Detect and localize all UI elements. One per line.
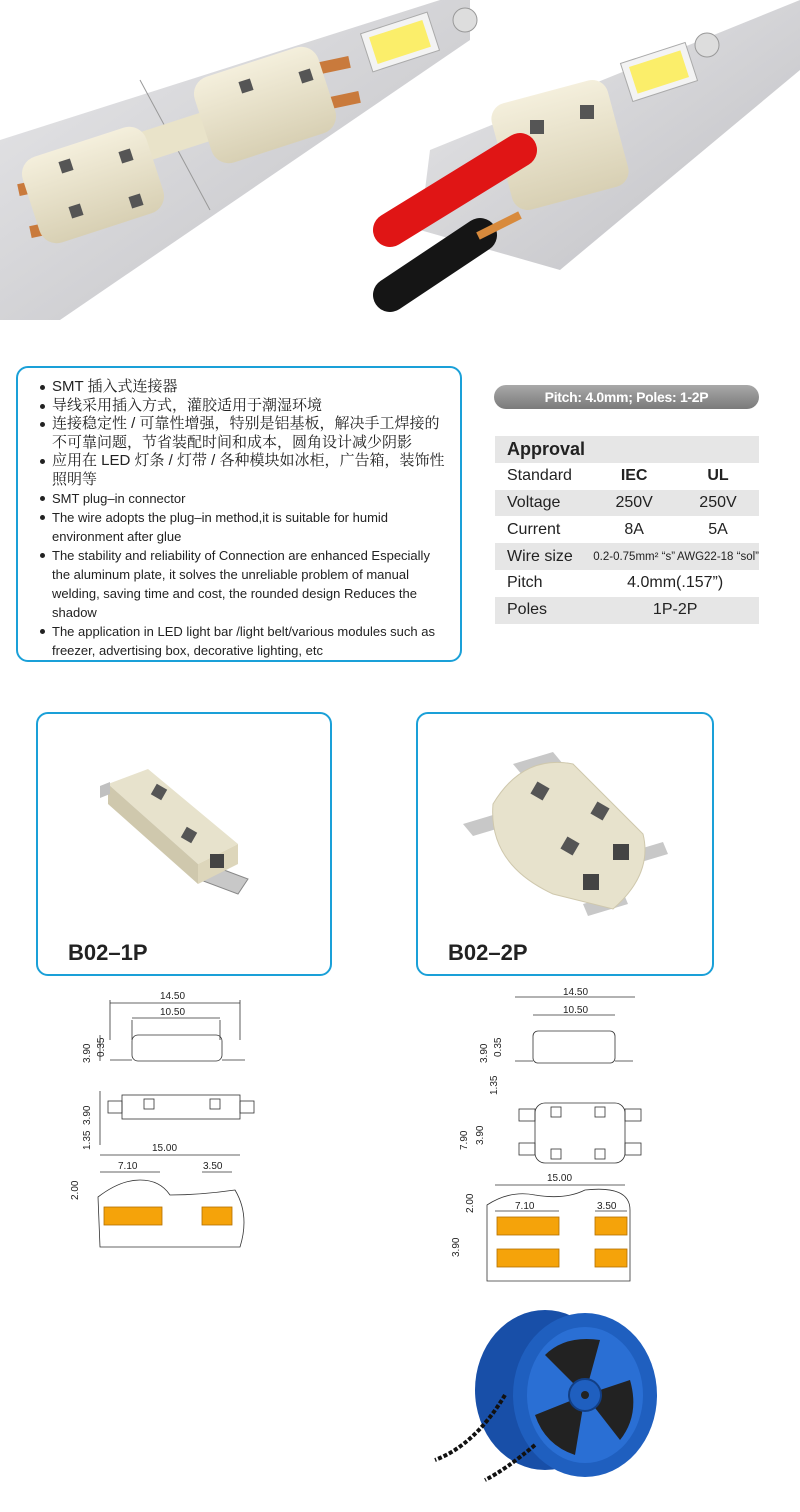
pad-2p-top-right <box>595 1217 627 1235</box>
dim-1p-mid-3.90: 3.90 <box>82 1105 93 1125</box>
spec-current-iec: 8A <box>624 520 644 538</box>
dim-1p-top-14.50: 14.50 <box>160 991 186 1002</box>
pad-1p-left <box>104 1207 162 1225</box>
spec-current-label: Current <box>507 520 561 538</box>
connector-1p-image <box>98 744 278 914</box>
dim-1p-pad-15.00: 15.00 <box>152 1143 178 1154</box>
product-label-1p: B02–1P <box>68 940 148 965</box>
drawing-1p <box>60 985 320 1250</box>
feature-zh-1: SMT 插入式连接器 <box>40 378 446 397</box>
feature-en-3: The stability and reliability of Connection are enhanced Especially the aluminum plate, it solves the unreliable problem of manual welding, saving time and cost, the rounded design Reduces the shadow <box>40 546 446 622</box>
hero-product-image <box>0 0 800 330</box>
spec-title: Approval <box>507 438 586 459</box>
product-card-1p <box>36 712 332 976</box>
product-label-2p: B02–2P <box>448 940 528 965</box>
dim-2p-pad-3.90: 3.90 <box>451 1237 462 1257</box>
feature-zh-4: 应用在 LED 灯条 / 灯带 / 各种模块如冰柜，广告箱，装饰性照明等 <box>40 452 446 489</box>
approval-spec-table <box>495 436 759 624</box>
spec-pitch-label: Pitch <box>507 574 543 592</box>
features-box <box>16 366 462 662</box>
pad-1p-right <box>202 1207 232 1225</box>
dim-2p-mid-1.35: 1.35 <box>489 1075 500 1095</box>
dim-1p-side-0.35: 0.35 <box>96 1037 107 1057</box>
feature-en-1: SMT plug–in connector <box>40 489 446 508</box>
spec-voltage-ul: 250V <box>699 493 737 511</box>
feature-zh-3: 连接稳定性 / 可靠性增强，特别是铝基板，解决手工焊接的不可靠问题，节省装配时间和成本，圆角设计减少阴影 <box>40 415 446 452</box>
pitch-poles-badge: Pitch: 4.0mm; Poles: 1-2P <box>494 385 759 409</box>
pad-2p-top-left <box>497 1217 559 1235</box>
spec-poles-value: 1P-2P <box>652 601 698 619</box>
spec-standard-label: Standard <box>507 467 572 485</box>
dim-2p-side-3.90: 3.90 <box>479 1043 490 1063</box>
spec-standard-ul: UL <box>707 467 729 485</box>
spec-pitch-value: 4.0mm(.157”) <box>627 574 724 592</box>
spec-poles-label: Poles <box>507 601 548 619</box>
drawing-2p <box>451 985 665 1285</box>
spec-wire-iec: 0.2-0.75mm² “s” <box>593 550 676 563</box>
dim-2p-pad-7.10: 7.10 <box>515 1201 535 1212</box>
dim-2p-mid-3.90: 3.90 <box>475 1125 486 1145</box>
spec-wire-label: Wire size <box>507 547 573 565</box>
pad-2p-bottom-left <box>497 1249 559 1267</box>
dim-2p-pad-3.50: 3.50 <box>597 1201 617 1212</box>
dim-2p-side-0.35: 0.35 <box>493 1037 504 1057</box>
tape-reel-image <box>425 1295 675 1495</box>
dim-1p-top-10.50: 10.50 <box>160 1007 186 1018</box>
feature-en-2: The wire adopts the plug–in method,it is suitable for humid environment after glue <box>40 508 446 546</box>
pad-2p-bottom-right <box>595 1249 627 1267</box>
product-card-2p <box>416 712 714 976</box>
dim-1p-pad-7.10: 7.10 <box>118 1161 138 1172</box>
dim-1p-side-3.90: 3.90 <box>82 1043 93 1063</box>
spec-current-ul: 5A <box>708 520 728 538</box>
spec-voltage-label: Voltage <box>507 493 561 511</box>
spec-standard-iec: IEC <box>620 467 648 485</box>
dim-1p-pad-2.00: 2.00 <box>70 1180 81 1200</box>
dim-2p-top-14.50: 14.50 <box>563 987 589 998</box>
connector-2p-image <box>463 744 673 934</box>
feature-zh-2: 导线采用插入方式，灌胶适用于潮湿环境 <box>40 397 446 416</box>
dim-2p-top-10.50: 10.50 <box>563 1005 589 1016</box>
dim-1p-mid-1.35: 1.35 <box>82 1130 93 1150</box>
features-list <box>40 378 446 660</box>
spec-wire-ul: AWG22-18 “sol” <box>676 550 759 563</box>
feature-en-4: The application in LED light bar /light belt/various modules such as freezer, advertising box, decorative lighting, etc <box>40 622 446 660</box>
dim-1p-pad-3.50: 3.50 <box>203 1161 223 1172</box>
dim-2p-pad-15.00: 15.00 <box>547 1173 573 1184</box>
spec-voltage-iec: 250V <box>615 493 653 511</box>
dim-2p-mid-7.90: 7.90 <box>459 1130 470 1150</box>
dim-2p-pad-2.00: 2.00 <box>465 1193 476 1213</box>
